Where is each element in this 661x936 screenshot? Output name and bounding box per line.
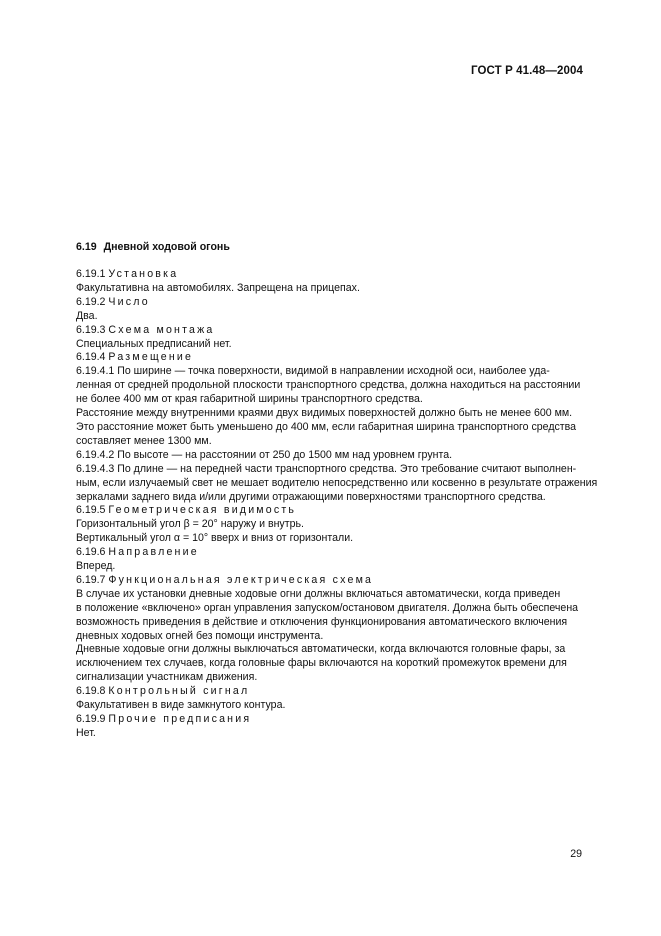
text-line: Дневные ходовые огни должны выключаться автоматически, когда включаются головные фары, за bbox=[76, 643, 566, 656]
item-title: Контрольный сигнал bbox=[108, 685, 250, 698]
item-number: 6.19.2 bbox=[76, 295, 106, 308]
text-line: исключением тех случаев, когда головные фары включаются на короткий промежуток времени для bbox=[76, 657, 567, 670]
item-number: 6.19.7 bbox=[76, 573, 106, 586]
item-number: 6.19.3 bbox=[76, 323, 106, 336]
section-title: Дневной ходовой огонь bbox=[103, 241, 230, 253]
text-line: зеркалами заднего вида и/или другими отражающими поверхностями транспортного средства. bbox=[76, 490, 546, 503]
item-heading bbox=[76, 546, 584, 560]
item-title: Число bbox=[108, 295, 150, 308]
item-text: Факультативна на автомобилях. Запрещена на прицепах. bbox=[76, 281, 360, 294]
item-text: Два. bbox=[76, 309, 98, 322]
text-line: ным, если излучаемый свет не мешает водителю непосредственно или косвенно в результате отражения bbox=[76, 476, 598, 489]
item-heading bbox=[76, 268, 584, 282]
page-number: 29 bbox=[570, 848, 582, 860]
item-heading bbox=[76, 713, 584, 727]
item-number: 6.19.8 bbox=[76, 685, 106, 698]
text-line: дневных ходовых огней без помощи инструмента. bbox=[76, 629, 324, 642]
text-line: 6.19.4.2 По высоте — на расстоянии от 250 до 1500 мм над уровнем грунта. bbox=[76, 448, 453, 461]
item-number: 6.19.6 bbox=[76, 546, 106, 559]
text-line: составляет менее 1300 мм. bbox=[76, 434, 212, 447]
item-title: Функциональная электрическая схема bbox=[108, 573, 374, 586]
item-text: Вперед. bbox=[76, 560, 116, 573]
item-heading bbox=[76, 324, 584, 338]
text-line: Это расстояние может быть уменьшено до 400 мм, если габаритная ширина транспортного средства bbox=[76, 420, 577, 433]
text-line: Горизонтальный угол β = 20° наружу и внутрь. bbox=[76, 518, 304, 531]
item-title: Размещение bbox=[108, 351, 194, 364]
item-title: Прочие предписания bbox=[108, 713, 252, 725]
item-title: Установка bbox=[108, 268, 179, 280]
item-title: Направление bbox=[108, 546, 199, 559]
text-line: 6.19.4.1 По ширине — точка поверхности, видимой в направлении исходной оси, наиболее уда- bbox=[76, 365, 550, 378]
item-heading bbox=[76, 296, 584, 310]
item-heading bbox=[76, 685, 584, 699]
item-text: Факультативен в виде замкнутого контура. bbox=[76, 699, 286, 712]
item-title: Геометрическая видимость bbox=[108, 504, 297, 517]
text-line: ленная от средней продольной плоскости транспортного средства, должна находиться на расстоянии bbox=[76, 379, 581, 392]
item-text: Специальных предписаний нет. bbox=[76, 337, 232, 350]
section-heading bbox=[76, 241, 230, 253]
text-line: В случае их установки дневные ходовые огни должны включаться автоматически, когда приведен bbox=[76, 587, 561, 600]
text-line: возможность приведения в действие и отключения функционирования автоматического включения bbox=[76, 615, 568, 628]
text-line: в положение «включено» орган управления запуском/остановом двигателя. Должна быть обеспечена bbox=[76, 601, 579, 614]
text-line: Вертикальный угол α = 10° вверх и вниз от горизонтали. bbox=[76, 532, 354, 545]
item-number: 6.19.5 bbox=[76, 504, 106, 517]
text-line: Расстояние между внутренними краями двух видимых поверхностей должно быть не менее 600 мм. bbox=[76, 407, 573, 420]
item-number: 6.19.1 bbox=[76, 268, 106, 280]
item-text: Нет. bbox=[76, 726, 96, 739]
item-title: Схема монтажа bbox=[108, 323, 215, 336]
text-line: не более 400 мм от края габаритной ширины транспортного средства. bbox=[76, 393, 423, 406]
section-body bbox=[76, 268, 598, 741]
text-line: 6.19.4.3 По длине — на передней части транспортного средства. Это требование считают выполнен- bbox=[76, 462, 577, 475]
standard-code: ГОСТ Р 41.48—2004 bbox=[471, 65, 583, 77]
item-heading bbox=[76, 351, 584, 365]
section-number: 6.19 bbox=[76, 241, 97, 253]
item-heading bbox=[76, 504, 584, 518]
text-line: сигнализации участникам движения. bbox=[76, 671, 258, 684]
item-heading bbox=[76, 574, 584, 588]
item-number: 6.19.4 bbox=[76, 351, 106, 364]
item-number: 6.19.9 bbox=[76, 713, 106, 725]
